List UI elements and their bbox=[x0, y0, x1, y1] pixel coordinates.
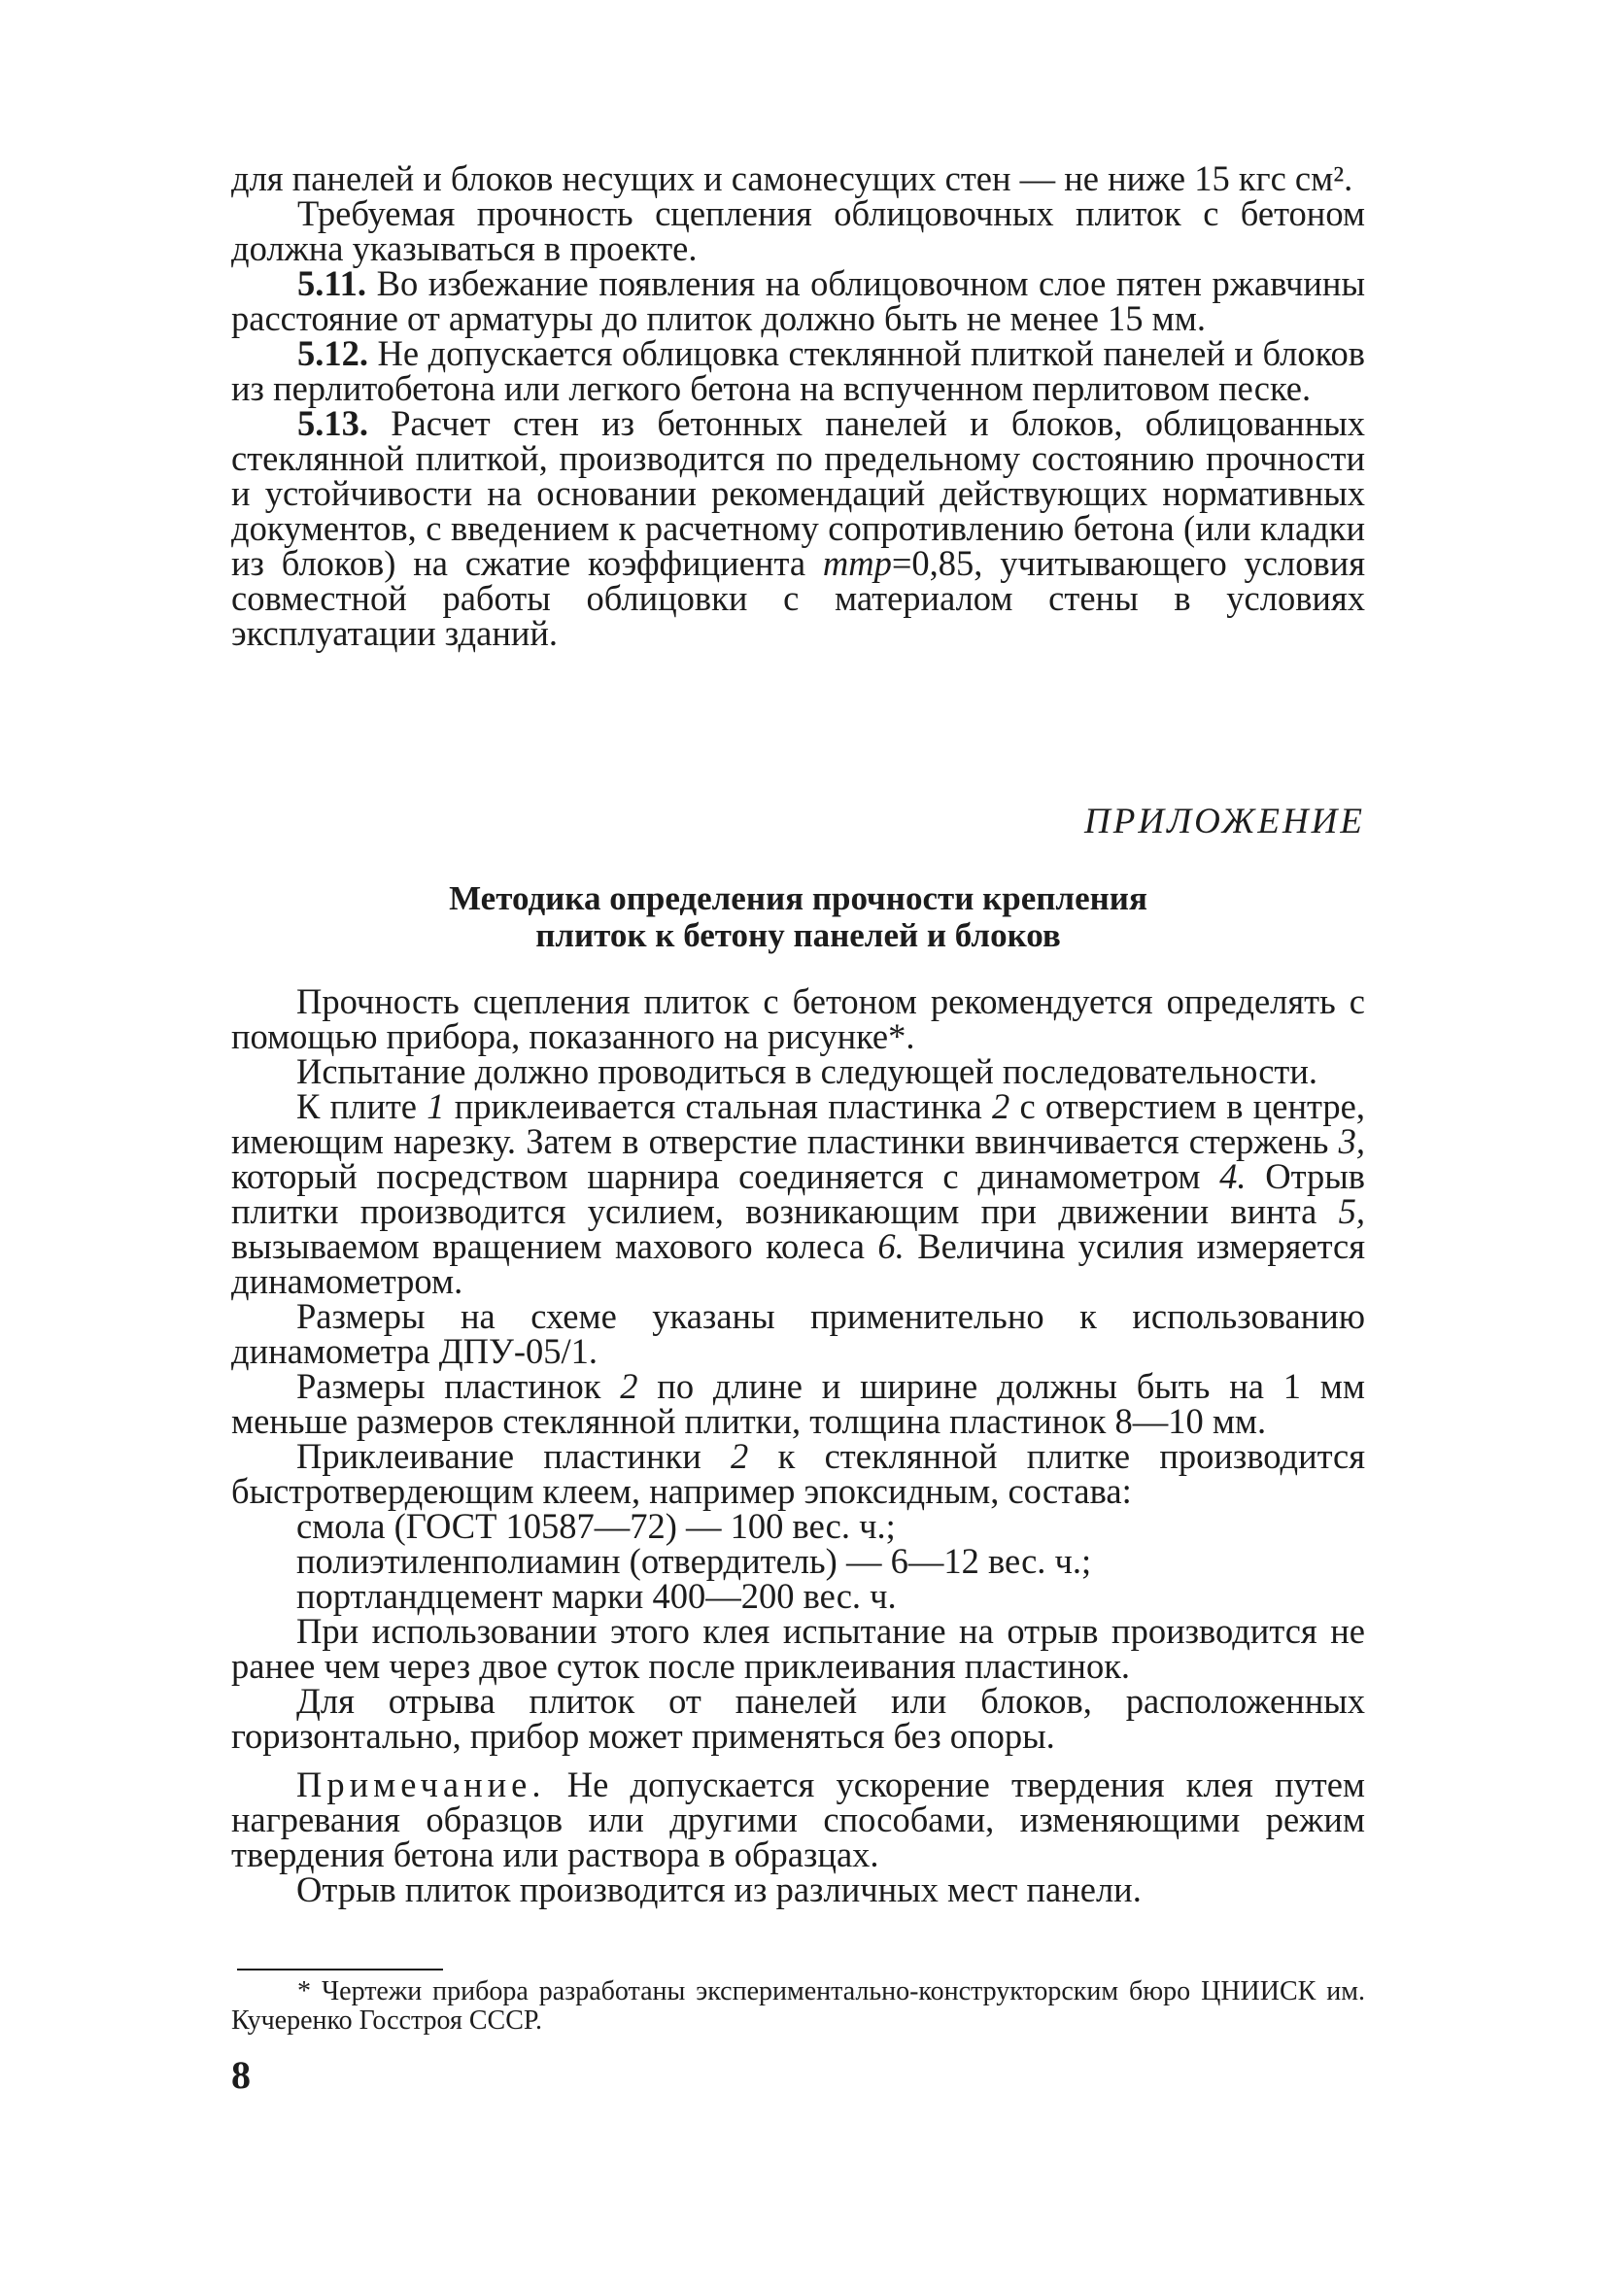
paragraph-dimensions: Размеры на схеме указаны применительно к использованию динамометра ДПУ-05/1. bbox=[231, 1296, 1365, 1371]
composition-resin: смола (ГОСТ 10587—72) — 100 вес. ч.; bbox=[296, 1506, 896, 1546]
footnote-text: * Чертежи прибора разработаны экспериментально-конструкторским бюро ЦНИИСК им. Кучеренко Госстроя СССР. bbox=[231, 1976, 1365, 2036]
paragraph-method: Прочность сцепления плиток с бетоном рекомендуется определять с помощью прибора, показанного на рисунке*. bbox=[231, 981, 1365, 1056]
paragraph-locations: Отрыв плиток производится из различных мест панели. bbox=[296, 1869, 1142, 1909]
paragraph-procedure bbox=[231, 1086, 1366, 1301]
text-run: К плите bbox=[296, 1086, 427, 1126]
appendix-label: ПРИЛОЖЕНИЕ bbox=[1084, 802, 1365, 841]
paragraph-sequence: Испытание должно проводиться в следующей последовательности. bbox=[296, 1051, 1318, 1091]
text-run: Приклеивание пластинки bbox=[296, 1436, 732, 1476]
text-run: вызываемом вращением махового колеса bbox=[231, 1226, 878, 1266]
clause-text: Во избежание появления на облицовочном слое пятен ржавчины расстояние от арматуры до плиток должно быть не менее 15 мм. bbox=[231, 263, 1365, 338]
text-run: по длине и ширине должны быть на 1 мм меньше размеров стеклянной плитки, толщина пластинок 8—10 мм. bbox=[231, 1366, 1365, 1441]
figure-ref: 1 bbox=[427, 1086, 445, 1126]
clause-text-continued: =0,85, учитывающего условия совместной работы облицовки с материалом стены в условиях эксплуатации зданий. bbox=[231, 543, 1366, 653]
heading-line-2: плиток к бетону панелей и блоков bbox=[535, 916, 1061, 954]
composition-hardener: полиэтиленполиамин (отвердитель) — 6—12 вес. ч.; bbox=[296, 1541, 1092, 1581]
figure-ref: 6. bbox=[877, 1226, 905, 1266]
figure-ref: 3, bbox=[1338, 1121, 1365, 1161]
text-run: который посредством шарнира соединяется с динамометром bbox=[231, 1156, 1220, 1196]
clause-number: 5.11. bbox=[297, 263, 366, 303]
page-number: 8 bbox=[231, 2053, 251, 2097]
text-run: с отверстием в центре, имеющим нарезку. Затем в отверстие пластинки ввинчивается стержень bbox=[231, 1086, 1365, 1161]
clause-text: Расчет стен из бетонных панелей и блоков, облицованных стеклянной плиткой, производится по предельному состоянию прочности и устойчивости на основании рекомендаций действующих нормативных документов, с введением к расчетному сопротивлению бетона (или кладки из блоков) на сжатие коэффициента bbox=[231, 403, 1365, 583]
clause-5-12 bbox=[231, 333, 1365, 408]
note-paragraph bbox=[231, 1767, 1365, 1872]
text-run: приклеивается стальная пластинка bbox=[444, 1086, 992, 1126]
clause-5-13 bbox=[231, 403, 1366, 653]
figure-ref: 2 bbox=[991, 1086, 1010, 1126]
heading-line-1: Методика определения прочности крепления bbox=[449, 879, 1147, 917]
section-5-continuation bbox=[231, 158, 1366, 653]
clause-number: 5.13. bbox=[297, 403, 368, 443]
text-run: к стеклянной плитке производится быстротвердеющим клеем, например эпоксидным, состава: bbox=[231, 1436, 1365, 1511]
footnote-divider bbox=[237, 1969, 443, 1970]
clause-number: 5.12. bbox=[297, 333, 368, 373]
note-label: Примечание. bbox=[296, 1765, 546, 1804]
appendix-heading bbox=[231, 880, 1365, 954]
figure-ref: 2 bbox=[731, 1436, 749, 1476]
paragraph-required-bond: Требуемая прочность сцепления облицовочных плиток с бетоном должна указываться в проекте. bbox=[231, 193, 1365, 268]
text-run: Отрыв плитки производится усилием, возникающим при движении винта bbox=[231, 1156, 1366, 1231]
paragraph-plate-size bbox=[231, 1366, 1365, 1441]
note-text: Не допускается ускорение твердения клея путем нагревания образцов или другими способами, изменяющими режим твердения бетона или раствора в образцах. bbox=[231, 1765, 1365, 1874]
appendix-body bbox=[231, 981, 1366, 1909]
figure-ref: 4. bbox=[1219, 1156, 1247, 1196]
paragraph-horizontal: Для отрыва плиток от панелей или блоков, расположенных горизонтально, прибор может применяться без опоры. bbox=[231, 1681, 1365, 1756]
footnote bbox=[231, 1977, 1365, 2036]
paragraph-gluing bbox=[231, 1436, 1365, 1511]
coefficient-symbol: mтр bbox=[822, 543, 892, 583]
figure-ref: 5, bbox=[1338, 1191, 1365, 1231]
composition-cement: портландцемент марки 400—200 вес. ч. bbox=[296, 1576, 897, 1616]
text-run: Величина усилия измеряется динамометром. bbox=[231, 1226, 1366, 1301]
text-run: Размеры пластинок bbox=[296, 1366, 621, 1406]
clause-text: Не допускается облицовка стеклянной плиткой панелей и блоков из перлитобетона или легкого бетона на вспученном перлитовом песке. bbox=[231, 333, 1365, 408]
paragraph-wall-strength: для панелей и блоков несущих и самонесущих стен — не ниже 15 кгс см². bbox=[231, 158, 1353, 198]
clause-5-11 bbox=[231, 263, 1365, 338]
paragraph-test-timing: При использовании этого клея испытание на отрыв производится не ранее чем через двое суток после приклеивания пластинок. bbox=[231, 1611, 1365, 1686]
figure-ref: 2 bbox=[620, 1366, 638, 1406]
